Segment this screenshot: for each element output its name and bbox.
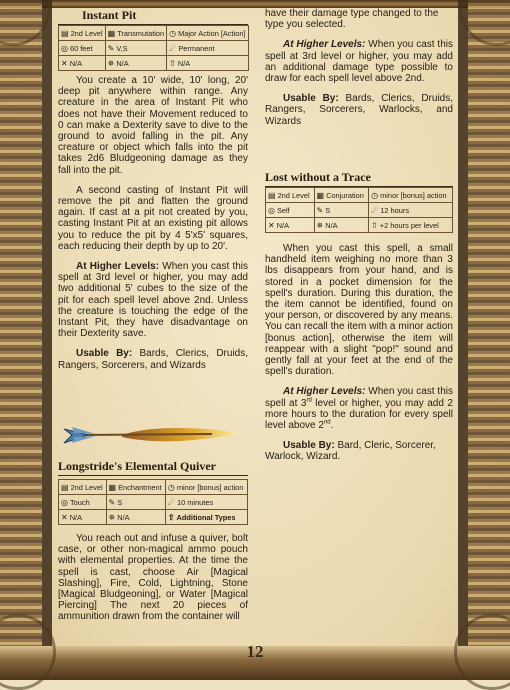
page-number: 12 (246, 642, 264, 661)
higher-levels-text: . (330, 420, 334, 432)
frame-right-border (458, 0, 510, 680)
components-icon: ✎ (316, 205, 324, 215)
paragraph: A second casting of Instant Pit will remove the pit and flatten the ground again. If cast at a pit not created by you, casting Instant Pit at an existing pit allows you to reduce the pit by 4 5'x5' squares, each reducing their depth by up to 20'. (58, 184, 248, 252)
usable-by-paragraph (265, 440, 453, 462)
save-icon: ✕ (268, 220, 275, 230)
spell-components: S (117, 497, 123, 507)
usable-by-label: Usable By: (76, 348, 133, 360)
spell-title-quiver: Longstride's Elemental Quiver (58, 459, 248, 476)
duration-icon: ☄ (167, 497, 175, 507)
usable-by-paragraph (265, 93, 453, 127)
level-icon: ▤ (61, 28, 69, 38)
spell-school: Enchantment (118, 482, 162, 492)
usable-by-paragraph (58, 348, 248, 370)
casting-time: minor [bonus] action (176, 482, 244, 492)
spell-components: S (325, 205, 331, 215)
paragraph: You create a 10' wide, 10' long, 20' deep pit anywhere within range. Any creature in the area of Instant Pit who does not have their Movement reduced to 0 can make a Dexterity save to dive to the ground to avoid falling in the pit. Any creature or object which falls into the pit takes 2d6 Bludgeoning damage as they fall into the pit. (58, 75, 248, 176)
spell-components: V,S (116, 43, 128, 53)
usable-by-text: Bard, Cleric, Sorcerer, Warlock, Wizard. (265, 440, 436, 463)
casting-time: Major Action [Action] (178, 28, 246, 38)
upcast-icon: ⇧ (167, 512, 175, 522)
usable-by-text: Bards, Clerics, Druids, Rangers, Sorcerers, Warlocks, and Wizards (265, 93, 453, 127)
spell-school: Conjuration (326, 190, 364, 200)
damage-icon: ✵ (316, 220, 324, 230)
casting-time-icon: ◷ (169, 28, 177, 38)
higher-levels-label: At Higher Levels: (76, 261, 160, 273)
higher-levels-text: When you cast this spell at 3rd level or higher, you may add an additional damage type possible to draw for each spell level above 2nd. (265, 39, 453, 85)
damage-icon: ✵ (107, 58, 115, 68)
ordinal-suffix: nd (323, 419, 331, 426)
higher-levels-text: level or higher, you may add 2 more hours to the duration for every spell level above 2 (265, 397, 453, 432)
usable-by-label: Usable By: (283, 93, 339, 105)
spell-damage: N/A (117, 512, 130, 522)
spell-save: N/A (69, 512, 83, 522)
school-icon: ▦ (107, 28, 116, 38)
spell-level: 2nd Level (70, 482, 103, 492)
frame-left-border (0, 0, 52, 680)
save-icon: ✕ (61, 512, 68, 522)
range-icon: ◎ (61, 43, 68, 53)
spell-save: N/A (276, 220, 290, 230)
spell-range: Self (276, 205, 290, 215)
paragraph: have their damage type changed to the type you selected. (265, 8, 439, 31)
upcast-icon: ⇧ (169, 58, 176, 68)
spell-upcast: N/A (177, 58, 191, 68)
duration-icon: ☄ (371, 205, 379, 215)
components-icon: ✎ (108, 497, 116, 507)
right-column (265, 8, 453, 127)
components-icon: ✎ (107, 43, 115, 53)
spell-title-instant-pit: Instant Pit (58, 8, 248, 25)
higher-levels-label: At Higher Levels: (283, 39, 366, 51)
spell-level: 2nd Level (277, 190, 310, 200)
flaming-arrow-illustration (62, 421, 242, 449)
spell-stats-lost (265, 187, 453, 233)
spell-level: 2nd Level (70, 28, 103, 38)
spell-save: N/A (69, 58, 83, 68)
spell-duration: 10 minutes (177, 497, 214, 507)
spell-upcast: Additional Types (176, 512, 236, 522)
range-icon: ◎ (268, 205, 275, 215)
save-icon: ✕ (61, 58, 68, 68)
spell-range: 60 feet (69, 43, 93, 53)
range-icon: ◎ (61, 497, 68, 507)
spell-stats-instant-pit (58, 25, 249, 71)
right-column-lower (265, 170, 453, 463)
spell-damage: N/A (116, 58, 129, 68)
level-icon: ▤ (268, 190, 276, 200)
damage-icon: ✵ (108, 512, 116, 522)
level-icon: ▤ (61, 482, 69, 492)
spell-duration: 12 hours (380, 205, 410, 215)
school-icon: ▦ (316, 190, 325, 200)
higher-levels-paragraph (265, 386, 453, 431)
spell-school: Transmutation (117, 28, 165, 38)
higher-levels-text: When you cast this spell at 3rd level or higher, you may add two additional 5' cubes to the size of the pit for each spell level above 2nd. Unless the creature is touching the edge of the Instant Pit, they have disadvantage on their Dexterity save. (58, 261, 249, 340)
left-column-lower (58, 459, 248, 623)
ordinal-suffix: rd (306, 397, 312, 404)
spell-range: Touch (69, 497, 90, 507)
higher-levels-text: When you cast this spell at 3 (265, 386, 453, 409)
higher-levels-paragraph (265, 39, 453, 84)
frame-top-border (0, 0, 510, 8)
higher-levels-paragraph (58, 261, 248, 339)
usable-by-label: Usable By: (283, 440, 335, 452)
left-column (58, 8, 248, 371)
duration-icon: ☄ (169, 43, 177, 53)
paragraph: When you cast this spell, a small handheld item weighing no more than 3 lbs disappears from your hand, and is stored in a pocket dimension for the spell's duration. During this duration, the the item cannot be identified, found on your person, or discovered by any means. You can recall the item with a minor action [bonus action], otherwise the item will reappear with a slight "pop!" sound and gently fall at your feet at the end of the spell's duration. (265, 243, 453, 378)
usable-by-text: Bards, Clerics, Druids, Rangers, Sorcerers, and Wizards (58, 348, 248, 371)
casting-time: minor [bonus] action (380, 190, 447, 200)
casting-time-icon: ◷ (371, 190, 379, 200)
spell-stats-quiver (58, 479, 248, 525)
spell-upcast: +2 hours per level (379, 220, 439, 230)
spell-damage: N/A (325, 220, 338, 230)
higher-levels-label: At Higher Levels: (283, 386, 366, 398)
school-icon: ▦ (108, 482, 117, 492)
spell-duration: Permanent (178, 43, 215, 53)
casting-time-icon: ◷ (167, 482, 175, 492)
upcast-icon: ⇧ (371, 220, 378, 230)
spell-title-lost-without-a-trace: Lost without a Trace (265, 170, 453, 187)
paragraph: You reach out and infuse a quiver, bolt case, or other non-magical ammo pouch with elemental properties. At the time the spell is cast, choose Air [Magical Slashing], Fire, Cold, Lightning, Stone [Magical Bludgeoning], or Water [Magical Piercing] The next 20 pieces of ammunition drawn from the container will (58, 533, 248, 623)
